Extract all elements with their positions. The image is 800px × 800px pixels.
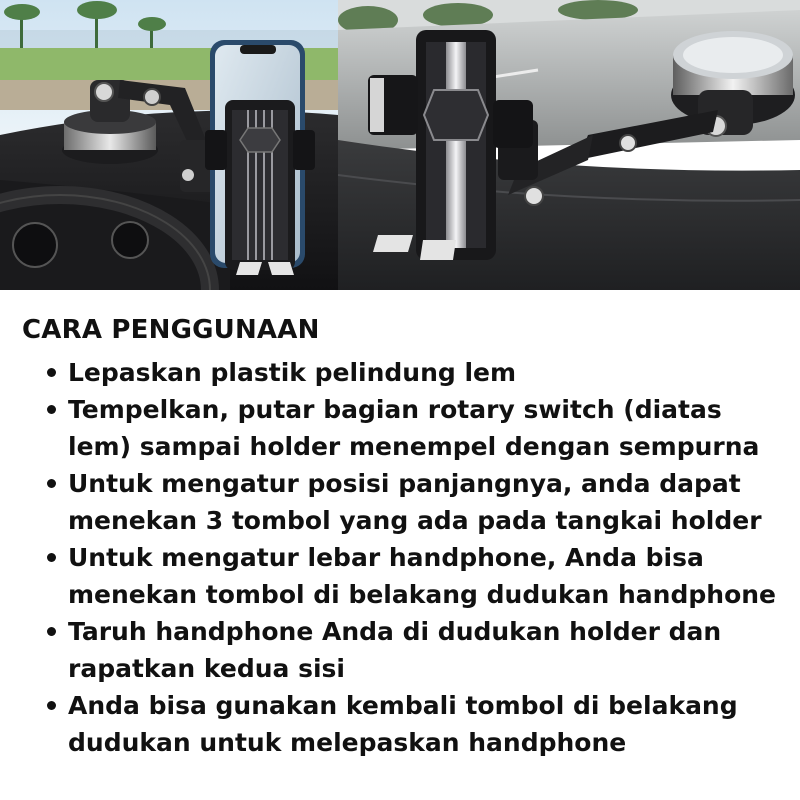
step-text: Lepaskan plastik pelindung lem bbox=[68, 358, 517, 387]
list-item bbox=[22, 354, 792, 391]
phone-holder-dashboard-photo bbox=[0, 0, 338, 290]
list-item bbox=[22, 391, 792, 465]
step-text: Untuk mengatur posisi panjangnya, anda dapat menekan 3 tombol yang ada pada tangkai holder bbox=[68, 469, 762, 535]
phone-holder-arm-photo bbox=[338, 0, 800, 290]
instructions-list bbox=[22, 354, 792, 761]
step-text: Tempelkan, putar bagian rotary switch (diatas lem) sampai holder menempel dengan sempurna bbox=[68, 395, 760, 461]
product-photos bbox=[0, 0, 800, 290]
bullet-icon bbox=[47, 701, 56, 710]
step-text: Untuk mengatur lebar handphone, Anda bisa menekan tombol di belakang dudukan handphone bbox=[68, 543, 776, 609]
bullet-icon bbox=[47, 627, 56, 636]
bullet-icon bbox=[47, 479, 56, 488]
list-item bbox=[22, 613, 792, 687]
bullet-icon bbox=[47, 405, 56, 414]
step-text: Anda bisa gunakan kembali tombol di belakang dudukan untuk melepaskan handphone bbox=[68, 691, 738, 757]
list-item bbox=[22, 465, 792, 539]
usage-instructions bbox=[22, 312, 792, 761]
list-item bbox=[22, 687, 792, 761]
step-text: Taruh handphone Anda di dudukan holder dan rapatkan kedua sisi bbox=[68, 617, 722, 683]
list-item bbox=[22, 539, 792, 613]
bullet-icon bbox=[47, 553, 56, 562]
bullet-icon bbox=[47, 368, 56, 377]
instructions-heading: CARA PENGGUNAAN bbox=[22, 315, 320, 345]
